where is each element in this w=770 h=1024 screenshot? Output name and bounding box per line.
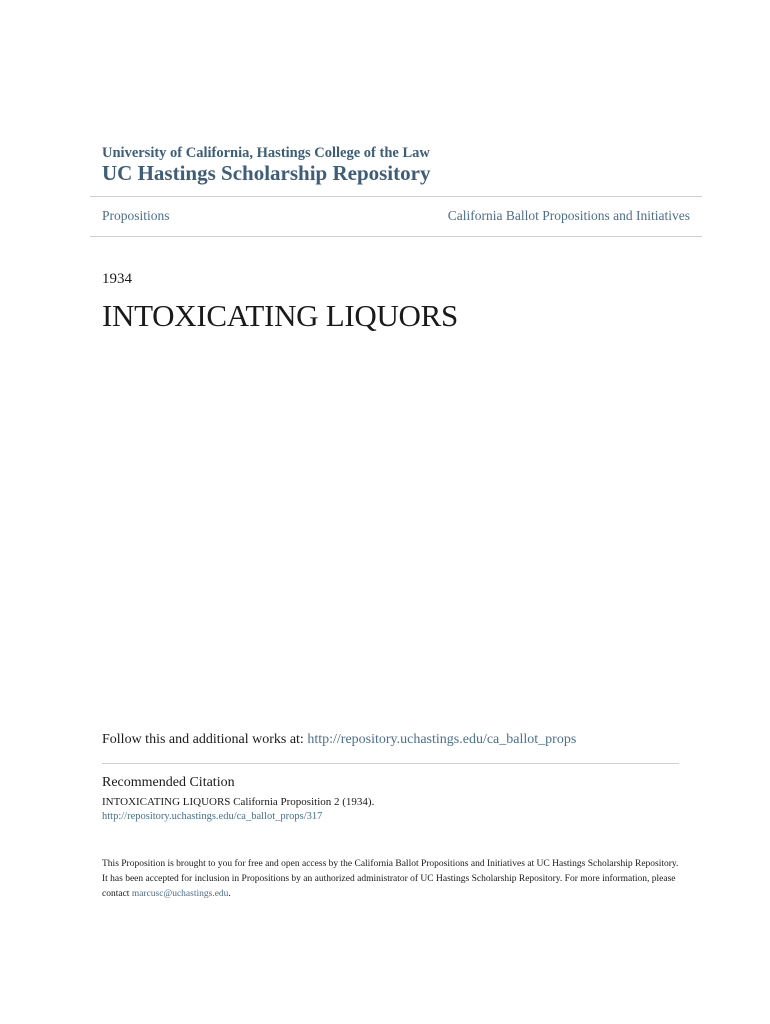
citation-divider <box>102 763 679 764</box>
document-year: 1934 <box>102 271 132 287</box>
breadcrumb-propositions-link[interactable]: Propositions <box>102 208 170 223</box>
citation-link[interactable]: http://repository.uchastings.edu/ca_ballot_props/317 <box>102 811 323 822</box>
follow-label: Follow this and additional works at: <box>102 732 308 747</box>
document-title: INTOXICATING LIQUORS <box>102 298 458 333</box>
repository-title[interactable]: UC Hastings Scholarship Repository <box>102 161 431 185</box>
header-divider-top <box>90 196 702 197</box>
notice-suffix: . <box>228 889 231 899</box>
citation-text: INTOXICATING LIQUORS California Proposition 2 (1934). <box>102 796 375 808</box>
notice-contact-prefix: contact <box>102 889 132 899</box>
contact-email-link[interactable]: marcusc@uchastings.edu <box>131 889 229 899</box>
follow-link[interactable]: http://repository.uchastings.edu/ca_ballot_props <box>307 732 577 747</box>
citation-heading: Recommended Citation <box>102 775 235 790</box>
follow-line <box>102 732 576 748</box>
access-notice <box>102 857 687 902</box>
notice-line-3 <box>102 887 687 902</box>
header-divider-bottom <box>90 236 702 237</box>
notice-line-2: It has been accepted for inclusion in Propositions by an authorized administrator of UC Hastings Scholarship Repository. For more information, please <box>102 874 676 884</box>
notice-line-1: This Proposition is brought to you for free and open access by the California Ballot Propositions and Initiatives at UC Hastings Scholarship Repository. <box>102 859 679 869</box>
institution-name: University of California, Hastings College of the Law <box>102 145 430 161</box>
breadcrumb-collection-link[interactable]: California Ballot Propositions and Initiatives <box>447 208 690 223</box>
